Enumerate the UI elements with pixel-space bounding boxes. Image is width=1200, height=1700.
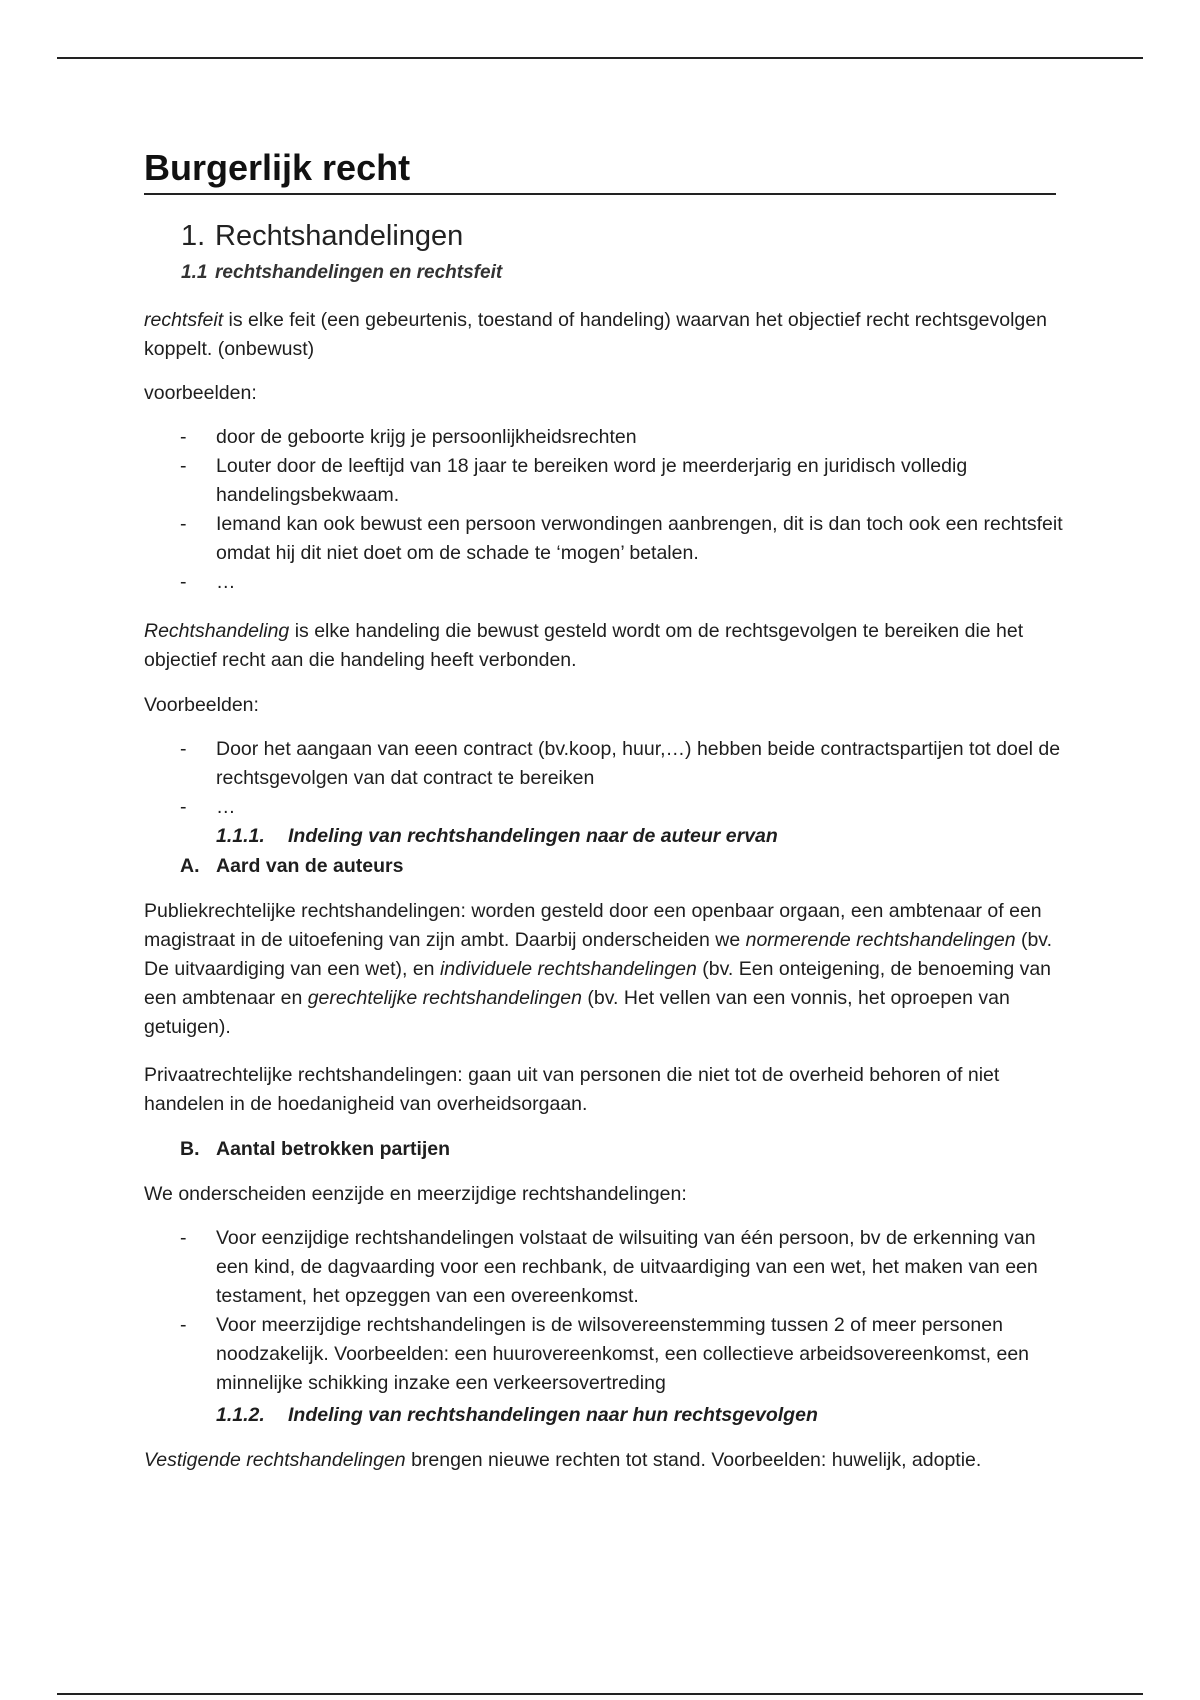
heading-text: rechtshandelingen en rechtsfeit (215, 262, 503, 283)
heading-section-1-1-2 (216, 1401, 818, 1430)
heading-number: 1.1.2. (216, 1404, 265, 1426)
bullet-dash: - (180, 426, 187, 448)
heading-sub-b (180, 1135, 450, 1164)
bullet-dash: - (180, 571, 187, 593)
list-item-text: Door het aangaan van eeen contract (bv.koop, huur,…) hebben beide contractspartijen tot doel de rechtsgevolgen van dat contract te bereiken (216, 738, 1061, 789)
bullet-dash: - (180, 796, 187, 818)
list-item (144, 568, 1064, 597)
heading-section-1-1 (181, 261, 502, 285)
paragraph-vestigend (144, 1446, 1064, 1475)
heading-text: Indeling van rechtshandelingen naar de auteur ervan (288, 825, 778, 847)
term-gerechtelijk: gerechtelijke rechtshandelingen (307, 987, 582, 1009)
paragraph-text: (bv. Het vellen van een vonnis, het oproepen van getuigen). (144, 987, 1010, 1038)
term-rechtshandeling: Rechtshandeling (144, 620, 290, 642)
paragraph-text: (bv. Een onteigening, de benoeming van een ambtenaar en (144, 958, 1052, 1009)
examples-label: voorbeelden: (144, 382, 257, 404)
examples-list-rechtsfeit (144, 423, 1064, 597)
paragraph-privaatrechtelijk: Privaatrechtelijke rechtshandelingen: gaan uit van personen die niet tot de overheid behoren of niet handelen in de hoedanigheid van overheidsorgaan. (144, 1064, 1000, 1115)
heading-number: 1. (181, 220, 206, 252)
list-item (144, 793, 1064, 822)
paragraph-text: is elke feit (een gebeurtenis, toestand of handeling) waarvan het objectief recht rechtsgevolgen koppelt. (onbewust) (144, 309, 1047, 360)
paragraph-text: is elke handeling die bewust gesteld wordt om de rechtsgevolgen te bereiken die het objectief recht aan die handeling heeft verbonden. (144, 620, 1024, 671)
list-item (144, 735, 1064, 793)
footer-rule (57, 1693, 1143, 1695)
heading-letter: A. (180, 855, 200, 877)
term-rechtsfeit: rechtsfeit (144, 309, 224, 331)
bullet-dash: - (180, 513, 187, 535)
heading-sub-a (180, 852, 403, 881)
heading-section-1-1-1 (216, 822, 778, 851)
paragraph-text: (bv. De uitvaardiging van een wet), en (144, 929, 1053, 980)
examples-label: Voorbeelden: (144, 694, 259, 716)
bullet-dash: - (180, 1227, 187, 1249)
list-item-text: Voor meerzijdige rechtshandelingen is de wilsovereenstemming tussen 2 of meer personen noodzakelijk. Voorbeelden: een huurovereenkomst, een collectieve arbeidsovereenkomst, een minnelijke schikking inzake een verkeersovertreding (216, 1314, 1030, 1394)
bullet-dash: - (180, 1314, 187, 1336)
paragraph-onderscheid: We onderscheiden eenzijde en meerzijdige rechtshandelingen: (144, 1183, 687, 1205)
examples-list-rechtshandeling (144, 735, 1064, 822)
paragraph-rechtsfeit (144, 306, 1064, 364)
list-item-text: Voor eenzijdige rechtshandelingen volstaat de wilsuiting van één persoon, bv de erkenning van een kind, de dagvaarding voor een rechbank, de uitvaardiging van een wet, het maken van een testament, het opzeggen van een overeenkomst. (216, 1227, 1038, 1307)
paragraph-text: brengen nieuwe rechten tot stand. Voorbeelden: huwelijk, adoptie. (405, 1449, 982, 1471)
header-rule (57, 57, 1143, 59)
paragraph-text: Publiekrechtelijke rechtshandelingen: worden gesteld door een openbaar orgaan, een ambtenaar of een magistraat in de uitoefening van zijn ambt. Daarbij onderscheiden we (144, 900, 1042, 951)
bullet-dash: - (180, 455, 187, 477)
list-item (144, 423, 1064, 452)
list-item-text: Louter door de leeftijd van 18 jaar te bereiken word je meerderjarig en juridisch volledig handelingsbekwaam. (216, 455, 968, 506)
term-vestigend: Vestigende rechtshandelingen (144, 1449, 406, 1471)
heading-text: Aard van de auteurs (216, 855, 404, 877)
list-partijen (144, 1224, 1064, 1398)
list-item-text: … (216, 571, 236, 593)
paragraph-rechtshandeling (144, 617, 1064, 675)
heading-text: Indeling van rechtshandelingen naar hun rechtsgevolgen (288, 1404, 818, 1426)
list-item-text: door de geboorte krijg je persoonlijkheidsrechten (216, 426, 637, 448)
heading-text: Rechtshandelingen (215, 220, 464, 252)
list-item (144, 452, 1064, 510)
paragraph-publiekrechtelijk (144, 897, 1064, 1042)
list-item (144, 1224, 1064, 1311)
heading-number: 1.1.1. (216, 825, 265, 847)
term-individueel: individuele rechtshandelingen (439, 958, 697, 980)
list-item-text: … (216, 796, 236, 818)
document-title: Burgerlijk recht (144, 146, 1056, 195)
term-normerend: normerende rechtshandelingen (745, 929, 1016, 951)
heading-section-1 (181, 218, 463, 254)
heading-text: Aantal betrokken partijen (216, 1138, 451, 1160)
list-item (144, 1311, 1064, 1398)
bullet-dash: - (180, 738, 187, 760)
list-item (144, 510, 1064, 568)
list-item-text: Iemand kan ook bewust een persoon verwondingen aanbrengen, dit is dan toch ook een rechtsfeit omdat hij dit niet doet om de schade te ‘mogen’ betalen. (216, 513, 1063, 564)
heading-number: 1.1 (181, 262, 208, 283)
heading-letter: B. (180, 1138, 200, 1160)
